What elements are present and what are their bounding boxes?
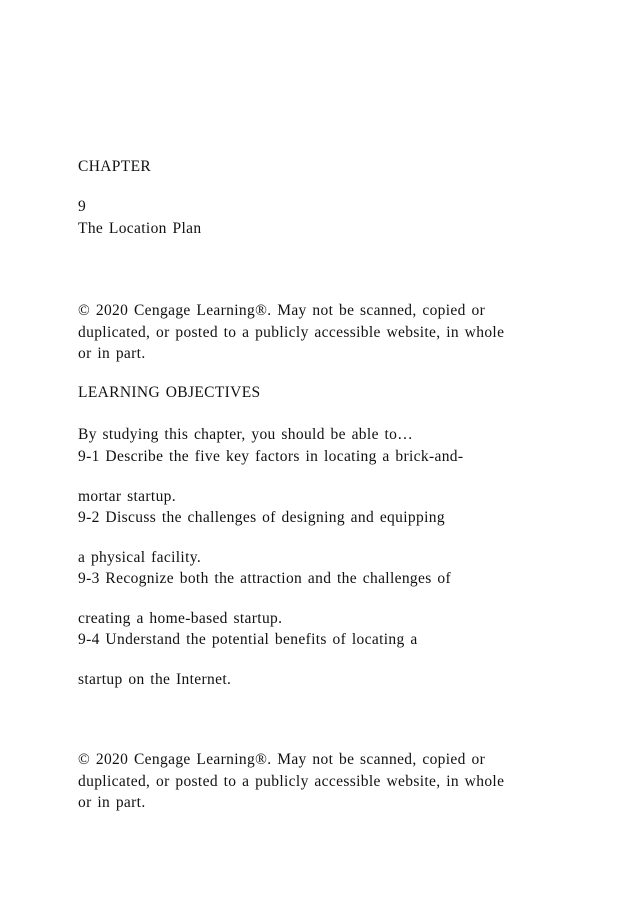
objective-9-3-line-1: 9-3 Recognize both the attraction and the challenges of xyxy=(78,570,451,587)
copyright-notice-bottom-line-3: or in part. xyxy=(78,794,146,811)
copyright-notice-bottom-line-2: duplicated, or posted to a publicly accessible website, in whole xyxy=(78,773,505,790)
objective-9-2-line-2: a physical facility. xyxy=(78,549,202,566)
copyright-notice-top-line-2: duplicated, or posted to a publicly accessible website, in whole xyxy=(78,324,505,341)
objectives-intro: By studying this chapter, you should be able to… xyxy=(78,426,414,443)
objective-9-1-line-1: 9-1 Describe the five key factors in locating a brick-and- xyxy=(78,448,464,465)
copyright-notice-bottom-line-1: © 2020 Cengage Learning®. May not be scanned, copied or xyxy=(78,751,486,768)
objective-9-1-line-2: mortar startup. xyxy=(78,488,177,505)
objective-9-4-line-2: startup on the Internet. xyxy=(78,671,232,688)
objective-9-2-line-1: 9-2 Discuss the challenges of designing and equipping xyxy=(78,509,445,526)
copyright-notice-top-line-3: or in part. xyxy=(78,345,146,362)
objective-9-3-line-2: creating a home-based startup. xyxy=(78,610,283,627)
objective-9-4-line-1: 9-4 Understand the potential benefits of locating a xyxy=(78,631,418,648)
learning-objectives-heading: LEARNING OBJECTIVES xyxy=(78,384,261,401)
chapter-label: CHAPTER xyxy=(78,158,152,175)
chapter-title: The Location Plan xyxy=(78,220,202,237)
copyright-notice-top-line-1: © 2020 Cengage Learning®. May not be scanned, copied or xyxy=(78,302,486,319)
chapter-number: 9 xyxy=(78,198,87,215)
